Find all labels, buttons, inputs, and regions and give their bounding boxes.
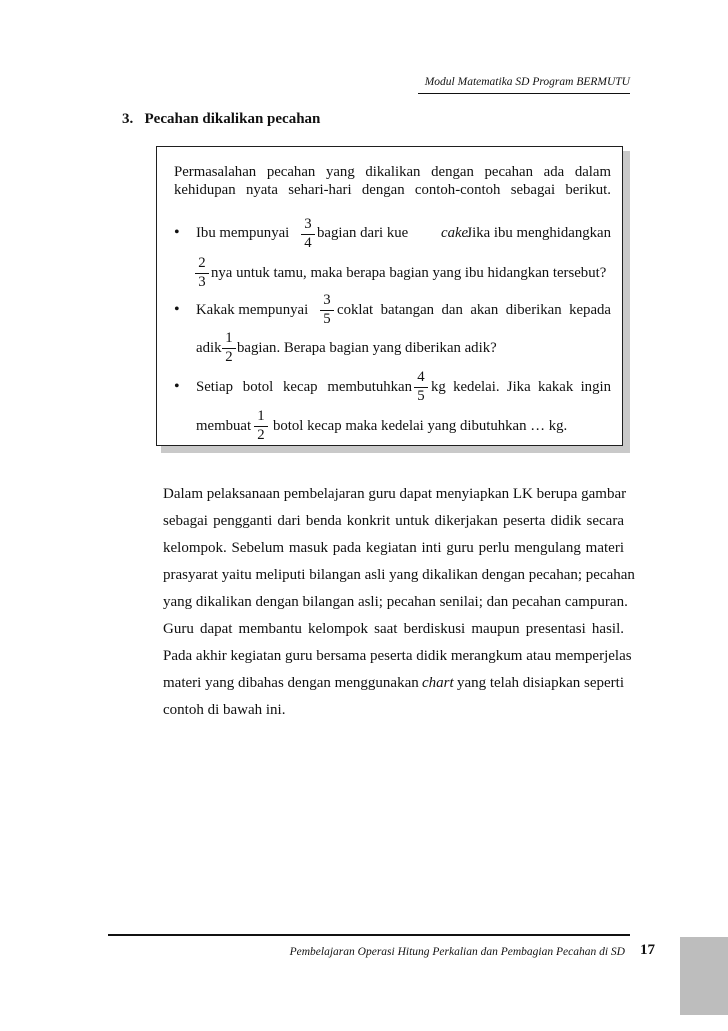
paragraph-line: Dalam pelaksanaan pembelajaran guru dapat menyiapkan LK berupa gambar — [163, 486, 627, 502]
item1-text-e: nya untuk tamu, maka berapa bagian yang ibu hidangkan tersebut? — [211, 265, 607, 281]
item2-text-b: coklat batangan dan akan diberikan kepada — [337, 302, 611, 318]
paragraph-line: Guru dapat membantu kelompok saat berdiskusi maupun presentasi hasil. — [163, 621, 624, 637]
fraction-numerator: 1 — [225, 330, 233, 346]
item1-text-b: bagian dari kue — [317, 225, 409, 241]
paragraph-line: yang dikalikan dengan bilangan asli; pecahan senilai; dan pecahan campuran. — [163, 594, 628, 610]
page-tab-marker — [680, 937, 728, 1015]
paragraph-line: prasyarat yaitu meliputi bilangan asli yang dikalikan dengan pecahan; pecahan — [163, 567, 635, 583]
paragraph-chart-word: chart — [422, 675, 454, 691]
item2-text-d: bagian. Berapa bagian yang diberikan adik? — [237, 340, 497, 356]
paragraph-line: kelompok. Sebelum masuk pada kegiatan inti guru perlu mengulang materi — [163, 540, 624, 556]
bullet-icon: • — [174, 224, 180, 241]
item1-fraction-1 — [301, 217, 315, 251]
item3-fraction-2 — [254, 409, 268, 443]
paragraph-segment: materi yang dibahas dengan menggunakan — [163, 675, 419, 691]
item2-fraction-2 — [222, 331, 236, 365]
paragraph-segment: yang telah disiapkan seperti — [456, 675, 624, 691]
fraction-numerator: 3 — [304, 216, 312, 232]
item1-fraction-2 — [195, 256, 209, 290]
running-header: Modul Matematika SD Program BERMUTU — [424, 76, 630, 88]
bullet-icon: • — [174, 378, 180, 395]
fraction-numerator: 4 — [417, 369, 425, 385]
paragraph-line: contoh di bawah ini. — [163, 702, 286, 718]
paragraph-line: Pada akhir kegiatan guru bersama peserta didik merangkum atau memperjelas — [163, 648, 632, 664]
item2-fraction-1 — [320, 293, 334, 327]
item3-text-c: membuat — [196, 418, 252, 434]
fraction-denominator: 5 — [323, 311, 331, 327]
box-intro-line-2: kehidupan nyata sehari-hari dengan contoh-contoh sebagai berikut. — [174, 182, 611, 198]
item1-text-d: Jika ibu menghidangkan — [466, 225, 611, 241]
fraction-numerator: 2 — [198, 255, 206, 271]
item3-text-b: kg kedelai. Jika kakak ingin — [431, 379, 611, 395]
fraction-numerator: 3 — [323, 292, 331, 308]
item3-text-d: botol kecap maka kedelai yang dibutuhkan … kg. — [273, 418, 568, 434]
item3-text-a: Setiap botol kecap membutuhkan — [196, 379, 412, 395]
fraction-denominator: 4 — [304, 235, 312, 251]
item2-text-c: adik — [196, 340, 222, 356]
paragraph-line — [163, 673, 624, 693]
running-footer: Pembelajaran Operasi Hitung Perkalian dan Pembagian Pecahan di SD — [289, 946, 625, 958]
footer-rule — [108, 934, 630, 936]
item2-text-a: Kakak mempunyai — [196, 302, 309, 318]
section-title: 3. Pecahan dikalikan pecahan — [122, 111, 321, 127]
item1-text-cake: cake. — [441, 225, 472, 241]
item1-text-a: Ibu mempunyai — [196, 225, 290, 241]
header-rule — [418, 93, 630, 94]
box-intro-line-1: Permasalahan pecahan yang dikalikan dengan pecahan ada dalam — [174, 164, 611, 180]
fraction-denominator: 2 — [225, 349, 233, 365]
fraction-denominator: 5 — [417, 388, 425, 404]
fraction-numerator: 1 — [257, 408, 265, 424]
paragraph-line: sebagai pengganti dari benda konkrit untuk dikerjakan peserta didik secara — [163, 513, 624, 529]
page-number: 17 — [640, 942, 655, 958]
item3-fraction-1 — [414, 370, 428, 404]
fraction-denominator: 2 — [257, 427, 265, 443]
fraction-denominator: 3 — [198, 274, 206, 290]
bullet-icon: • — [174, 301, 180, 318]
